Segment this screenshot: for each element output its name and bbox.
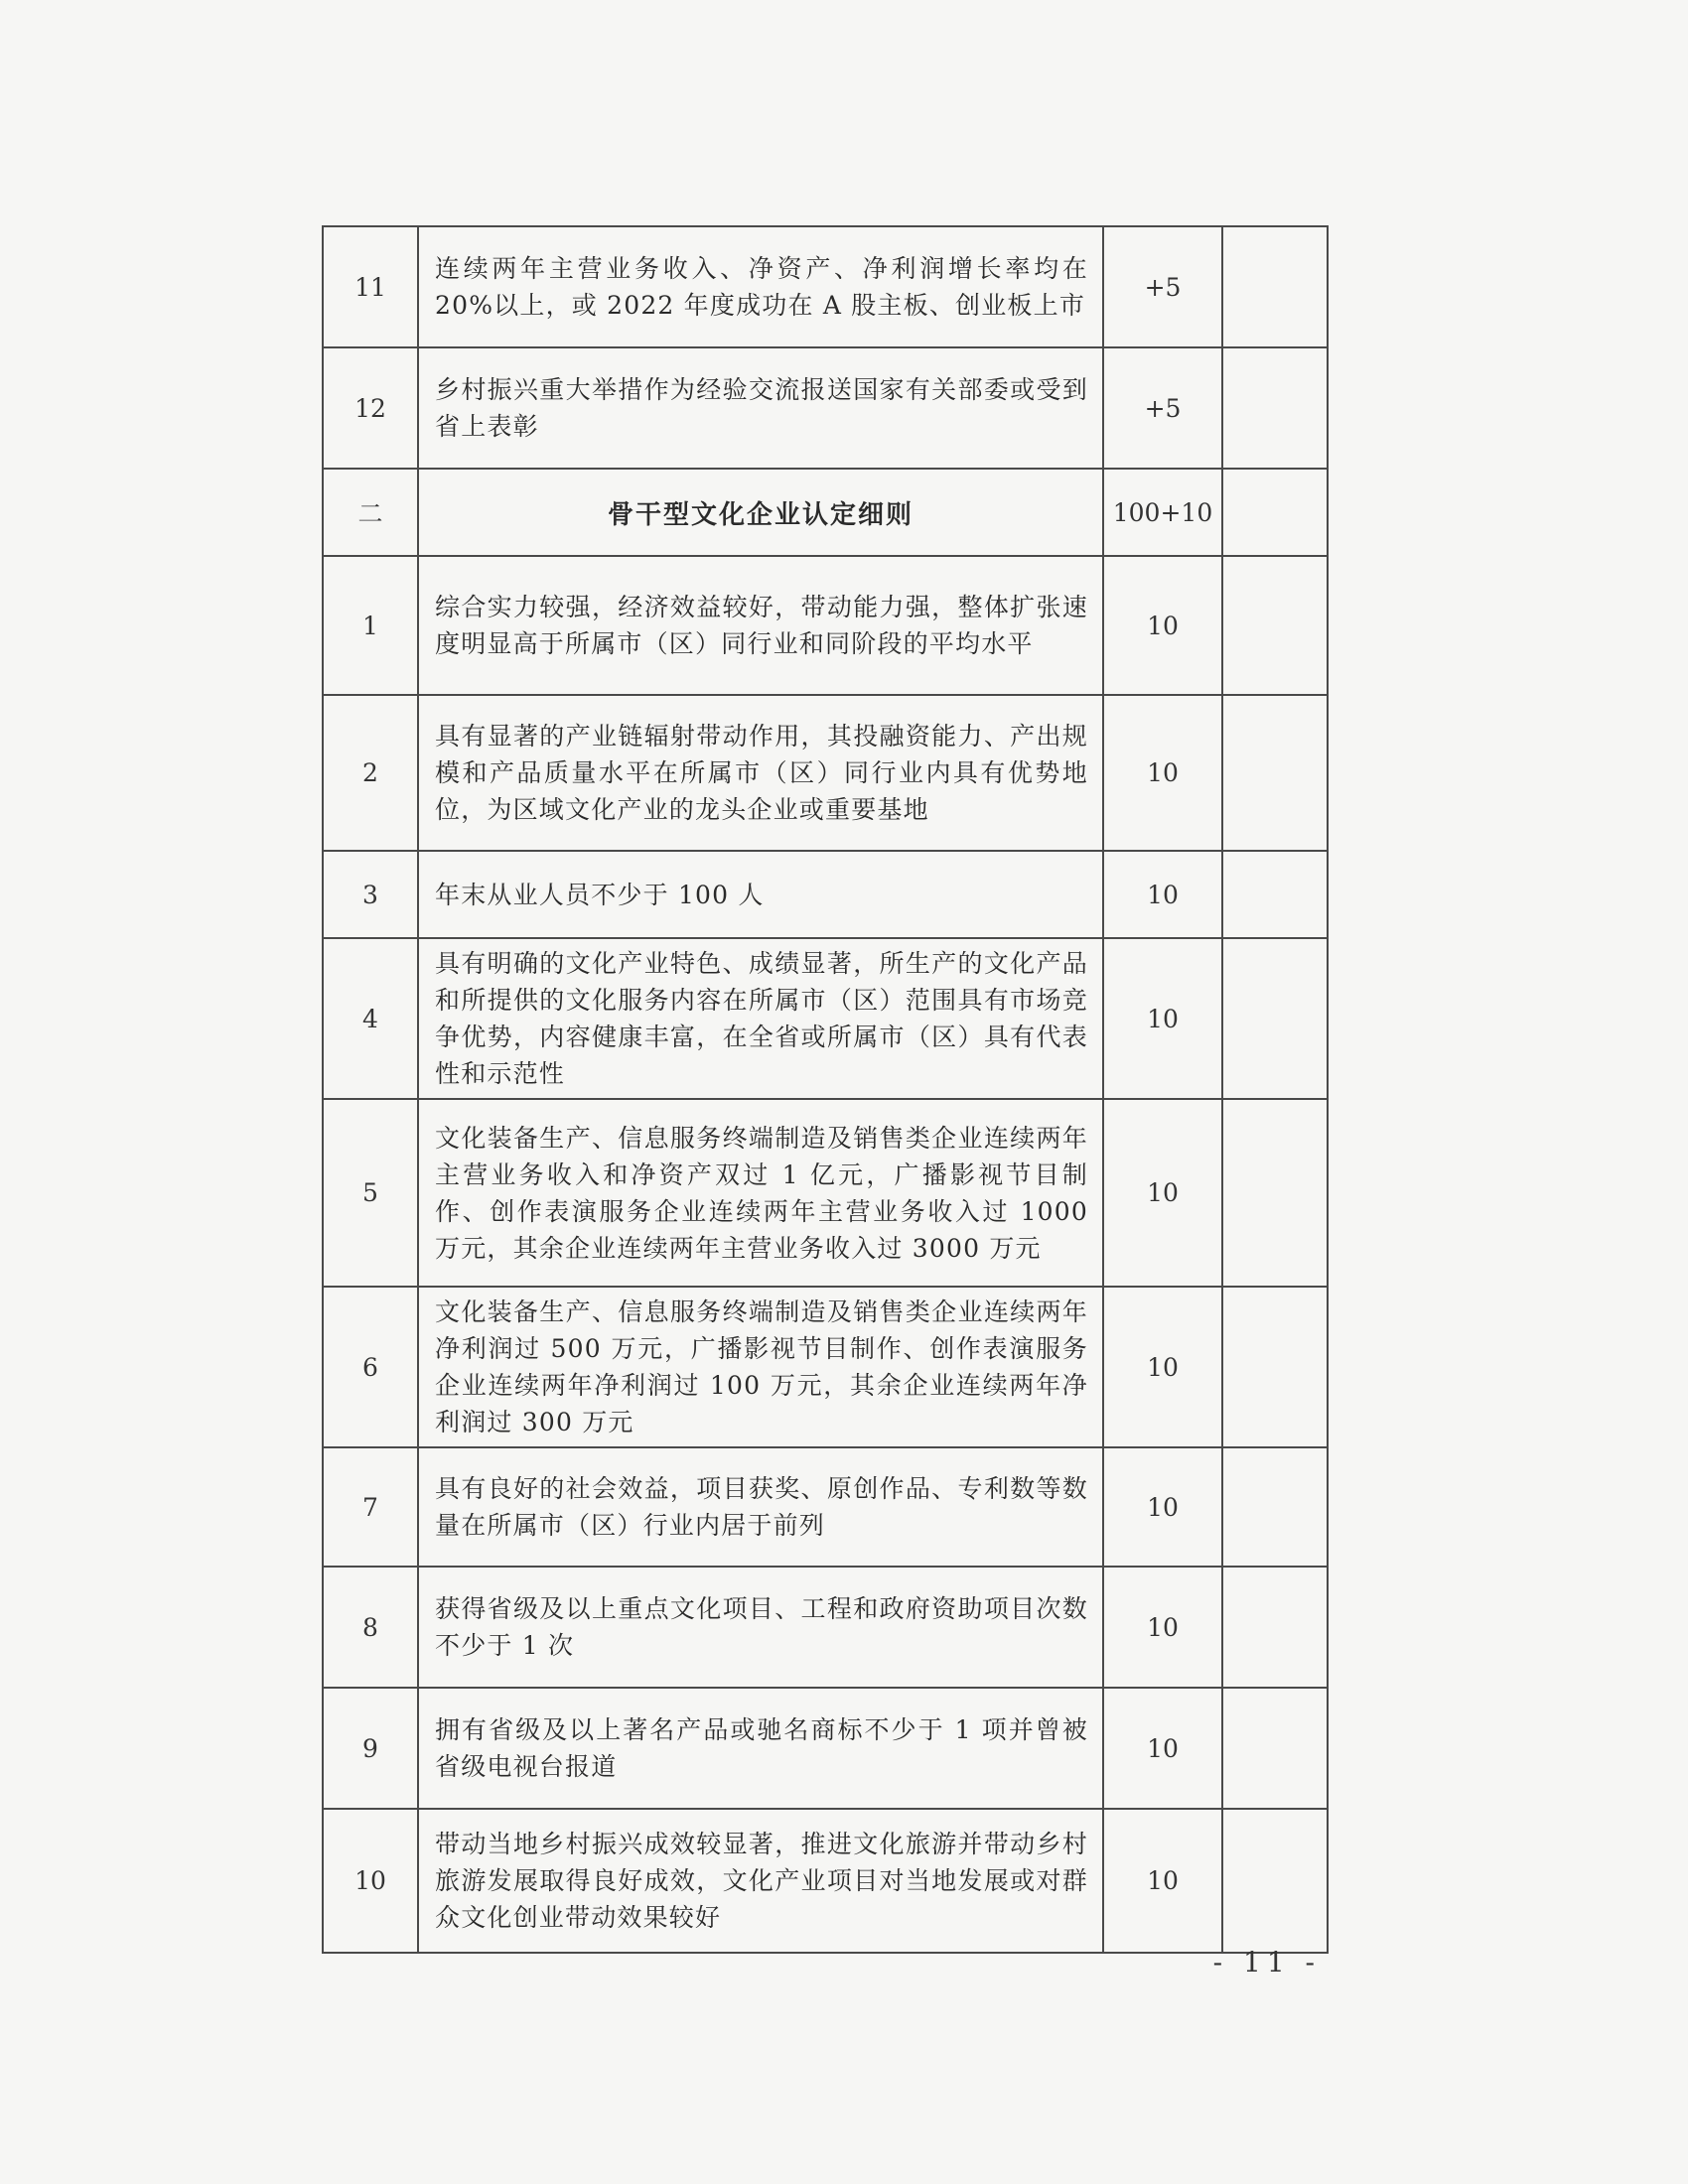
criteria-text: 具有显著的产业链辐射带动作用，其投融资能力、产出规模和产品质量水平在所属市（区）同行业内具有优势地位，为区域文化产业的龙头企业或重要基地 — [418, 695, 1103, 851]
row-number: 8 — [323, 1567, 418, 1688]
blank-cell — [1222, 556, 1328, 695]
score-value: 10 — [1103, 938, 1222, 1099]
blank-cell — [1222, 1688, 1328, 1809]
row-number: 7 — [323, 1447, 418, 1567]
blank-cell — [1222, 1567, 1328, 1688]
table-row — [323, 556, 1328, 695]
blank-cell — [1222, 1099, 1328, 1287]
row-number: 3 — [323, 851, 418, 938]
section-title: 骨干型文化企业认定细则 — [418, 469, 1103, 556]
criteria-text: 获得省级及以上重点文化项目、工程和政府资助项目次数不少于 1 次 — [418, 1567, 1103, 1688]
criteria-text: 具有明确的文化产业特色、成绩显著，所生产的文化产品和所提供的文化服务内容在所属市（区）范围具有市场竞争优势，内容健康丰富，在全省或所属市（区）具有代表性和示范性 — [418, 938, 1103, 1099]
table-row — [323, 1567, 1328, 1688]
score-value: 100+10 — [1103, 469, 1222, 556]
criteria-text: 文化装备生产、信息服务终端制造及销售类企业连续两年净利润过 500 万元，广播影视节目制作、创作表演服务企业连续两年净利润过 100 万元，其余企业连续两年净利润过 300 万元 — [418, 1287, 1103, 1447]
criteria-text: 拥有省级及以上著名产品或驰名商标不少于 1 项并曾被省级电视台报道 — [418, 1688, 1103, 1809]
score-value: 10 — [1103, 1099, 1222, 1287]
score-value: 10 — [1103, 695, 1222, 851]
table-row — [323, 938, 1328, 1099]
row-number: 6 — [323, 1287, 418, 1447]
score-value: 10 — [1103, 1688, 1222, 1809]
score-value: 10 — [1103, 556, 1222, 695]
criteria-text: 连续两年主营业务收入、净资产、净利润增长率均在20%以上，或 2022 年度成功在 A 股主板、创业板上市 — [418, 226, 1103, 347]
criteria-text: 乡村振兴重大举措作为经验交流报送国家有关部委或受到省上表彰 — [418, 347, 1103, 469]
blank-cell — [1222, 469, 1328, 556]
row-number: 二 — [323, 469, 418, 556]
criteria-text: 具有良好的社会效益，项目获奖、原创作品、专利数等数量在所属市（区）行业内居于前列 — [418, 1447, 1103, 1567]
blank-cell — [1222, 1287, 1328, 1447]
score-value: 10 — [1103, 1809, 1222, 1953]
row-number: 4 — [323, 938, 418, 1099]
table-row — [323, 226, 1328, 347]
table-row — [323, 1809, 1328, 1953]
row-number: 9 — [323, 1688, 418, 1809]
row-number: 5 — [323, 1099, 418, 1287]
blank-cell — [1222, 938, 1328, 1099]
evaluation-table-body — [323, 226, 1328, 1953]
row-number: 1 — [323, 556, 418, 695]
score-value: 10 — [1103, 1287, 1222, 1447]
blank-cell — [1222, 347, 1328, 469]
score-value: 10 — [1103, 851, 1222, 938]
table-row — [323, 347, 1328, 469]
row-number: 2 — [323, 695, 418, 851]
criteria-text: 文化装备生产、信息服务终端制造及销售类企业连续两年主营业务收入和净资产双过 1 亿元，广播影视节目制作、创作表演服务企业连续两年主营业务收入过 1000 万元，其余企业连续两年主营业务收入过 3000 万元 — [418, 1099, 1103, 1287]
table-row — [323, 695, 1328, 851]
row-number: 11 — [323, 226, 418, 347]
row-number: 12 — [323, 347, 418, 469]
score-value: 10 — [1103, 1447, 1222, 1567]
score-value: +5 — [1103, 226, 1222, 347]
table-row — [323, 1287, 1328, 1447]
score-value: +5 — [1103, 347, 1222, 469]
criteria-text: 综合实力较强，经济效益较好，带动能力强，整体扩张速度明显高于所属市（区）同行业和同阶段的平均水平 — [418, 556, 1103, 695]
criteria-text: 年末从业人员不少于 100 人 — [418, 851, 1103, 938]
criteria-text: 带动当地乡村振兴成效较显著，推进文化旅游并带动乡村旅游发展取得良好成效，文化产业项目对当地发展或对群众文化创业带动效果较好 — [418, 1809, 1103, 1953]
blank-cell — [1222, 1809, 1328, 1953]
table-row — [323, 1688, 1328, 1809]
evaluation-table — [322, 225, 1329, 1954]
table-row — [323, 1447, 1328, 1567]
score-value: 10 — [1103, 1567, 1222, 1688]
blank-cell — [1222, 226, 1328, 347]
table-row — [323, 1099, 1328, 1287]
blank-cell — [1222, 1447, 1328, 1567]
row-number: 10 — [323, 1809, 418, 1953]
page-number: - 11 - — [1212, 1946, 1321, 1979]
blank-cell — [1222, 851, 1328, 938]
blank-cell — [1222, 695, 1328, 851]
section-heading-row — [323, 469, 1328, 556]
table-row — [323, 851, 1328, 938]
